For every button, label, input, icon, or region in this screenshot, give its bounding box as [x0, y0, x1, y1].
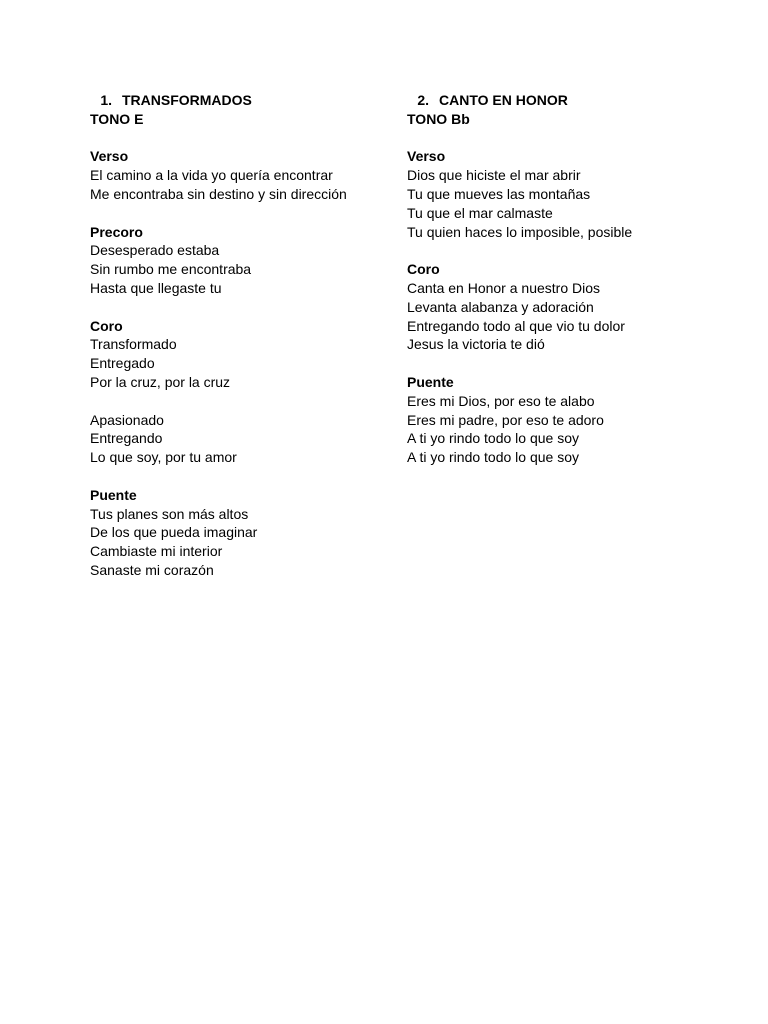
- lyric-line: Tu que mueves las montañas: [407, 185, 591, 202]
- lyric-line: Sin rumbo me encontraba: [90, 261, 252, 278]
- section-puente: [407, 373, 747, 467]
- song-title-text: CANTO EN HONOR: [439, 92, 568, 108]
- song-number: 1.: [100, 92, 112, 108]
- song-title-text: TRANSFORMADOS: [122, 92, 252, 108]
- section-label: Puente: [90, 486, 137, 503]
- section-verso: [90, 147, 430, 203]
- lyric-line: Tus planes son más altos: [90, 505, 249, 522]
- lyric-line: Levanta alabanza y adoración: [407, 298, 594, 315]
- section-coro-continued: [90, 411, 430, 467]
- lyric-line: Entregado: [90, 355, 155, 372]
- lyric-line: Transformado: [90, 336, 177, 353]
- song-2: [407, 91, 747, 467]
- section-label: Verso: [90, 148, 129, 165]
- lyric-line: Tu quien haces lo imposible, posible: [407, 223, 633, 240]
- lyric-line: Me encontraba sin destino y sin dirección: [90, 185, 347, 202]
- song-number: 2.: [417, 92, 429, 108]
- lyric-line: A ti yo rindo todo lo que soy: [407, 449, 579, 466]
- lyric-line: Entregando todo al que vio tu dolor: [407, 317, 625, 334]
- section-precoro: [90, 223, 430, 298]
- lyric-line: Tu que el mar calmaste: [407, 204, 553, 221]
- lyric-line: De los que pueda imaginar: [90, 524, 258, 541]
- song-tone: TONO E: [90, 110, 144, 127]
- song-tone: TONO Bb: [407, 110, 470, 127]
- section-label: Precoro: [90, 223, 143, 240]
- section-label: Puente: [407, 373, 454, 390]
- lyric-line: Cambiaste mi interior: [90, 543, 223, 560]
- song-1: [90, 91, 430, 580]
- lyric-line: Hasta que llegaste tu: [90, 279, 222, 296]
- lyric-line: Dios que hiciste el mar abrir: [407, 167, 581, 184]
- lyric-line: Jesus la victoria te dió: [407, 336, 545, 353]
- lyric-line: El camino a la vida yo quería encontrar: [90, 167, 333, 184]
- lyric-line: A ti yo rindo todo lo que soy: [407, 430, 579, 447]
- lyric-line: Apasionado: [90, 411, 164, 428]
- lyric-line: Eres mi Dios, por eso te alabo: [407, 392, 595, 409]
- lyric-line: Desesperado estaba: [90, 242, 220, 259]
- lyric-line: Por la cruz, por la cruz: [90, 373, 231, 390]
- song-title: [90, 91, 430, 110]
- lyric-line: Sanaste mi corazón: [90, 561, 214, 578]
- section-puente: [90, 486, 430, 580]
- section-label: Coro: [407, 261, 440, 278]
- section-label: Verso: [407, 148, 446, 165]
- section-coro: [90, 317, 430, 392]
- lyric-line: Lo que soy, por tu amor: [90, 449, 237, 466]
- lyric-line: Entregando: [90, 430, 163, 447]
- lyric-line: Canta en Honor a nuestro Dios: [407, 279, 600, 296]
- song-title: [407, 91, 747, 110]
- lyric-line: Eres mi padre, por eso te adoro: [407, 411, 604, 428]
- section-label: Coro: [90, 317, 123, 334]
- section-coro: [407, 260, 747, 354]
- section-verso: [407, 147, 747, 241]
